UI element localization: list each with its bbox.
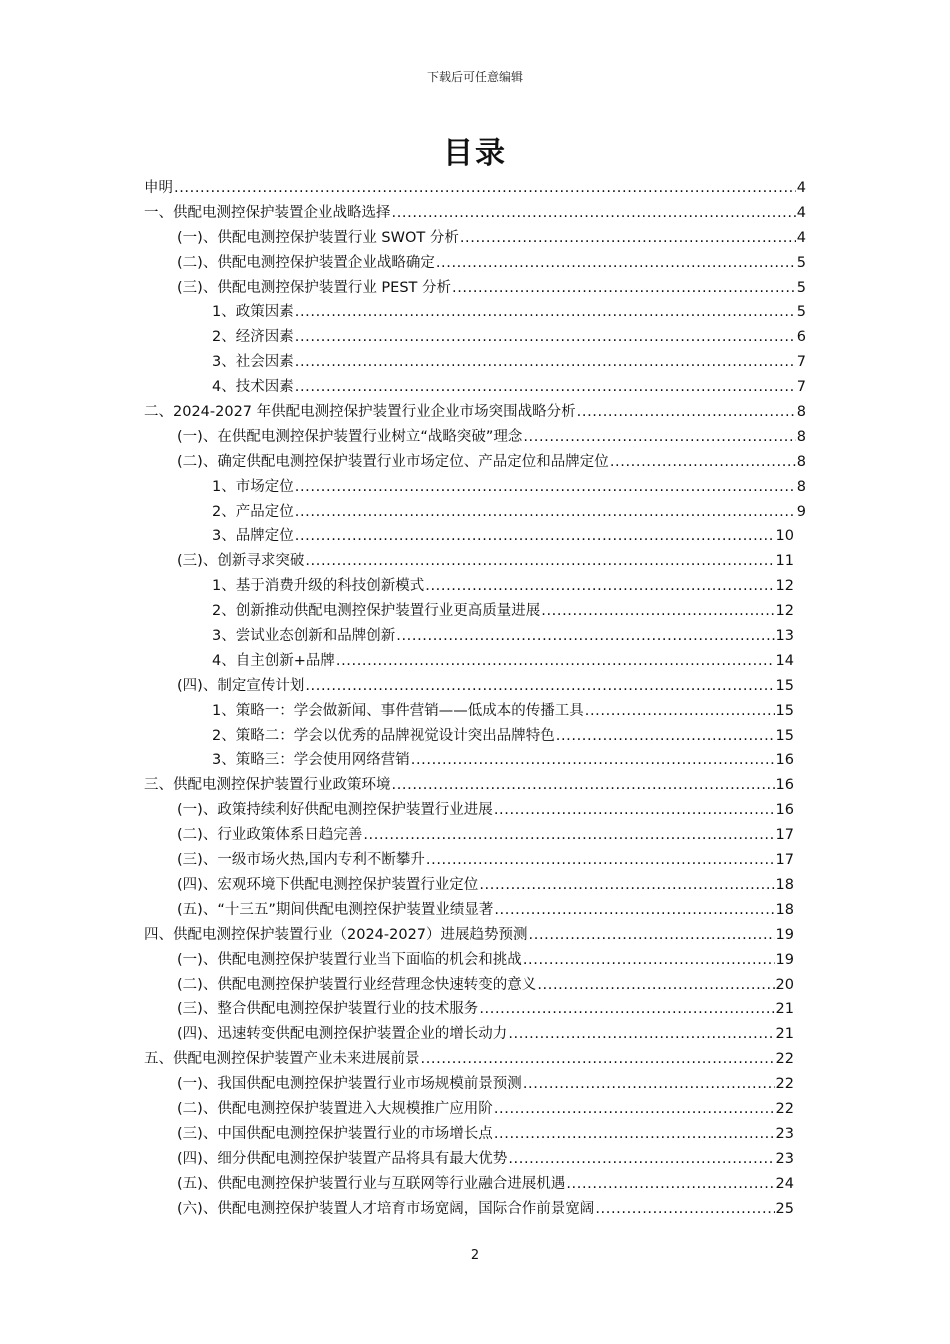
toc-leader-dots [585,699,775,724]
toc-entry-page: 21 [775,1001,794,1018]
toc-leader-dots [363,823,774,848]
toc-entry[interactable] [144,574,806,599]
toc-leader-dots [479,997,774,1022]
toc-entry[interactable] [144,226,806,251]
toc-entry-page: 18 [775,901,794,918]
toc-entry-page: 6 [796,329,806,346]
toc-leader-dots [494,1122,775,1147]
toc-entry-title: (三)、整合供配电测控保护装置行业的技术服务 [177,1001,479,1018]
toc-entry-page: 20 [775,976,794,993]
toc-entry-title: (三)、创新寻求突破 [177,553,305,570]
toc-entry-page: 4 [796,204,806,221]
toc-entry-page: 23 [775,1125,794,1142]
toc-entry[interactable] [144,997,806,1022]
toc-leader-dots [479,873,774,898]
toc-entry[interactable] [144,773,806,798]
toc-entry-title: 1、市场定位 [212,478,294,495]
toc-entry[interactable] [144,948,806,973]
toc-leader-dots [436,251,796,276]
toc-entry-title: 2、经济因素 [212,329,294,346]
toc-entry-page: 22 [775,1076,794,1093]
toc-entry-title: 2、策略二：学会以优秀的品牌视觉设计突出品牌特色 [212,727,555,744]
toc-entry-title: (一)、在供配电测控保护装置行业树立“战略突破”理念 [177,428,523,445]
page-number: 2 [470,1248,480,1263]
toc-entry[interactable] [144,848,806,873]
toc-leader-dots [425,574,774,599]
toc-entry[interactable] [144,475,806,500]
toc-entry[interactable] [144,1047,806,1072]
toc-entry-title: (四)、宏观环境下供配电测控保护装置行业定位 [177,876,479,893]
toc-leader-dots [392,773,775,798]
toc-entry-page: 14 [775,652,794,669]
toc-entry-title: (二)、供配电测控保护装置企业战略确定 [177,254,435,271]
toc-leader-dots [421,1047,775,1072]
toc-entry[interactable] [144,425,806,450]
toc-entry[interactable] [144,300,806,325]
toc-leader-dots [577,400,796,425]
toc-entry-page: 12 [775,578,794,595]
toc-leader-dots [295,375,796,400]
toc-leader-dots [494,1097,775,1122]
toc-entry-page: 15 [775,702,794,719]
toc-entry-page: 15 [775,677,794,694]
toc-entry-page: 16 [775,752,794,769]
toc-entry[interactable] [144,649,806,674]
toc-entry-title: (一)、政策持续利好供配电测控保护装置行业进展 [177,802,493,819]
toc-entry-title: (四)、制定宣传计划 [177,677,305,694]
toc-entry-title: (四)、细分供配电测控保护装置产品将具有最大优势 [177,1150,508,1167]
toc-leader-dots [295,500,796,525]
toc-entry[interactable] [144,1147,806,1172]
toc-title: 目录 [443,136,507,171]
toc-entry-page: 24 [775,1175,794,1192]
toc-entry-title: 1、基于消费升级的科技创新模式 [212,578,425,595]
toc-leader-dots [595,1197,774,1222]
toc-entry-page: 5 [796,279,806,296]
toc-entry[interactable] [144,674,806,699]
toc-entry[interactable] [144,500,806,525]
toc-entry[interactable] [144,375,806,400]
toc-entry-title: 3、品牌定位 [212,528,294,545]
toc-entry-title: (一)、供配电测控保护装置行业当下面临的机会和挑战 [177,951,522,968]
toc-entry-title: (一)、供配电测控保护装置行业 SWOT 分析 [177,229,459,246]
toc-entry-page: 7 [796,379,806,396]
toc-entry-page: 10 [775,528,794,545]
toc-entry-page: 7 [796,354,806,371]
toc-leader-dots [460,226,796,251]
toc-leader-dots [295,475,796,500]
toc-entry-title: 二、2024-2027 年供配电测控保护装置行业企业市场突围战略分析 [144,404,576,421]
toc-entry[interactable] [144,1172,806,1197]
toc-entry-title: (二)、行业政策体系日趋完善 [177,827,363,844]
toc-entry-page: 16 [775,777,794,794]
toc-leader-dots [396,624,774,649]
table-of-contents [144,176,806,1221]
toc-entry-page: 11 [775,553,794,570]
toc-leader-dots [566,1172,774,1197]
toc-entry[interactable] [144,724,806,749]
toc-entry-title: 三、供配电测控保护装置行业政策环境 [144,777,391,794]
toc-entry-title: 2、产品定位 [212,503,294,520]
toc-leader-dots [494,898,774,923]
toc-entry-page: 22 [775,1051,794,1068]
toc-entry-title: 4、自主创新+品牌 [212,652,335,669]
toc-entry[interactable] [144,176,806,201]
toc-entry-title: 3、社会因素 [212,354,294,371]
toc-leader-dots [392,201,796,226]
toc-entry[interactable] [144,549,806,574]
toc-entry-title: (四)、迅速转变供配电测控保护装置企业的增长动力 [177,1026,508,1043]
toc-entry[interactable] [144,450,806,475]
toc-leader-dots [452,276,796,301]
toc-entry-page: 17 [775,827,794,844]
toc-leader-dots [494,798,775,823]
toc-entry-page: 4 [796,180,806,196]
toc-entry-page: 12 [775,603,794,620]
toc-entry-page: 17 [775,852,794,869]
toc-entry[interactable] [144,1097,806,1122]
toc-entry-title: (三)、供配电测控保护装置行业 PEST 分析 [177,279,451,296]
toc-entry[interactable] [144,1022,806,1047]
toc-entry-title: (三)、中国供配电测控保护装置行业的市场增长点 [177,1125,493,1142]
toc-leader-dots [295,350,796,375]
toc-entry-page: 22 [775,1100,794,1117]
toc-entry-page: 25 [775,1200,794,1217]
toc-entry-title: (五)、供配电测控保护装置行业与互联网等行业融合进展机遇 [177,1175,566,1192]
toc-entry-page: 4 [796,229,806,246]
toc-entry-title: 五、供配电测控保护装置产业未来进展前景 [144,1051,420,1068]
toc-entry[interactable] [144,400,806,425]
toc-entry-page: 21 [775,1026,794,1043]
toc-entry-page: 8 [796,428,806,445]
toc-leader-dots [295,325,796,350]
toc-leader-dots [295,524,775,549]
toc-leader-dots [295,300,796,325]
toc-entry[interactable] [144,1122,806,1147]
toc-entry-title: 4、技术因素 [212,379,294,396]
toc-entry[interactable] [144,873,806,898]
toc-entry-title: 一、供配电测控保护装置企业战略选择 [144,204,391,221]
toc-entry-title: (一)、我国供配电测控保护装置行业市场规模前景预测 [177,1076,522,1093]
toc-entry-title: 2、创新推动供配电测控保护装置行业更高质量进展 [212,603,541,620]
toc-entry-title: 四、供配电测控保护装置行业（2024-2027）进展趋势预测 [144,926,528,943]
toc-entry[interactable] [144,823,806,848]
toc-entry[interactable] [144,923,806,948]
toc-entry[interactable] [144,524,806,549]
toc-leader-dots [523,948,775,973]
toc-entry[interactable] [144,1072,806,1097]
toc-leader-dots [508,1147,774,1172]
page-header: 下载后可任意编辑 [426,70,523,84]
toc-entry[interactable] [144,325,806,350]
toc-entry-title: 申明 [144,180,173,196]
toc-entry-page: 5 [796,304,806,321]
toc-entry-title: 1、政策因素 [212,304,294,321]
toc-entry[interactable] [144,276,806,301]
toc-entry-page: 18 [775,876,794,893]
toc-entry-title: 1、策略一：学会做新闻、事件营销——低成本的传播工具 [212,702,584,719]
toc-entry[interactable] [144,599,806,624]
toc-leader-dots [537,973,774,998]
toc-entry-page: 8 [796,404,806,421]
toc-entry-title: (五)、“十三五”期间供配电测控保护装置业绩显著 [177,901,494,918]
toc-entry-page: 15 [775,727,794,744]
toc-entry-title: (六)、供配电测控保护装置人才培育市场宽阔，国际合作前景宽阔 [177,1200,595,1217]
toc-entry-page: 8 [796,478,806,495]
toc-leader-dots [508,1022,774,1047]
toc-leader-dots [556,724,775,749]
toc-entry-page: 5 [796,254,806,271]
toc-leader-dots [411,748,775,773]
toc-leader-dots [541,599,774,624]
toc-entry-page: 19 [775,926,794,943]
toc-entry-title: (二)、供配电测控保护装置行业经营理念快速转变的意义 [177,976,537,993]
toc-leader-dots [529,923,775,948]
toc-entry[interactable] [144,1197,806,1222]
toc-entry-title: 3、尝试业态创新和品牌创新 [212,628,396,645]
toc-entry[interactable] [144,798,806,823]
toc-leader-dots [610,450,796,475]
toc-leader-dots [523,1072,775,1097]
toc-leader-dots [336,649,775,674]
toc-entry[interactable] [144,251,806,276]
toc-entry[interactable] [144,973,806,998]
toc-entry[interactable] [144,201,806,226]
toc-entry-page: 19 [775,951,794,968]
toc-leader-dots [305,549,774,574]
toc-entry-page: 13 [775,628,794,645]
toc-leader-dots [305,674,774,699]
toc-leader-dots [426,848,775,873]
toc-entry-title: 3、策略三：学会使用网络营销 [212,752,410,769]
toc-entry[interactable] [144,748,806,773]
toc-entry[interactable] [144,624,806,649]
toc-leader-dots [523,425,795,450]
toc-entry[interactable] [144,350,806,375]
toc-entry-page: 23 [775,1150,794,1167]
toc-entry-title: (二)、供配电测控保护装置进入大规模推广应用阶 [177,1100,493,1117]
toc-entry[interactable] [144,898,806,923]
toc-entry[interactable] [144,699,806,724]
toc-entry-title: (二)、确定供配电测控保护装置行业市场定位、产品定位和品牌定位 [177,453,609,470]
toc-leader-dots [174,176,796,201]
toc-entry-page: 9 [796,503,806,520]
toc-entry-title: (三)、一级市场火热,国内专利不断攀升 [177,852,425,869]
toc-entry-page: 16 [775,802,794,819]
toc-entry-page: 8 [796,453,806,470]
